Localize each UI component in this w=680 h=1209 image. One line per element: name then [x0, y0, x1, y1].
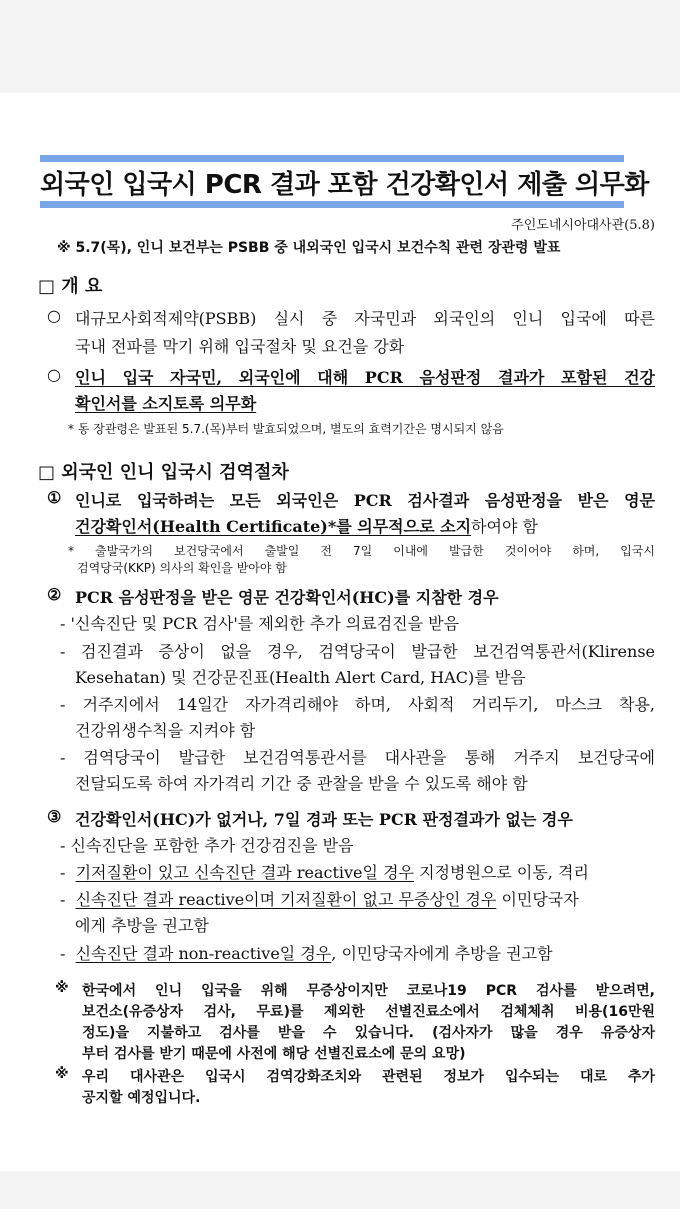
source-line: 주인도네시아대사관(5.8): [511, 218, 655, 233]
title-bar-bottom: [40, 201, 624, 208]
step3-heading: 건강확인서(HC)가 없거나, 7일 경과 또는 PCR 판정결과가 없는 경우: [75, 810, 573, 829]
step2-bullet2-line1: - 검진결과 증상이 없을 경우, 검역당국이 발급한 보건검역통관서(Klirense: [60, 642, 655, 661]
step2-bullet1: - '신속진단 및 PCR 검사'를 제외한 추가 의료검진을 받음: [60, 614, 460, 633]
footnote1-line2: 보건소(유증상자 검사, 무료)를 제외한 선별진료소에서 검체체취 비용(16만원: [82, 1004, 655, 1020]
footnote2-line2: 공지할 예정입니다.: [82, 1090, 201, 1106]
procedure-heading: □ 외국인 인니 입국시 검역절차: [38, 462, 289, 483]
footnote2-marker: ※: [55, 1066, 69, 1082]
step2-bullet2-line2: Kesehatan) 및 건강문진표(Health Alert Card, HAC)를 받음: [75, 668, 526, 687]
step3-bullet1: - 신속진단을 포함한 추가 건강검진을 받음: [60, 836, 354, 855]
step2-bullet3-line2: 건강위생수칙을 지켜야 함: [75, 721, 256, 740]
step1-line1: 인니로 입국하려는 모든 외국인은 PCR 검사결과 음성판정을 받은 영문: [75, 491, 655, 510]
step1-line2-rest: 하여야 함: [471, 517, 538, 536]
step3-bullet3-line2: 에게 추방을 권고함: [75, 916, 209, 935]
step1-note-line2: 검역당국(KKP) 의사의 확인을 받아야 함: [77, 561, 287, 575]
step3-bullet3-line1: - 신속진단 결과 reactive이며 기저질환이 없고 무증상인 경우 이민당국자: [60, 890, 579, 909]
step3-bullet4: - 신속진단 결과 non-reactive일 경우, 이민당국자에게 추방을 권고함: [60, 944, 553, 963]
step3-bullet2-emphasis: 기저질환이 있고 신속진단 결과 reactive일 경우: [75, 863, 414, 882]
overview-item2-line2: 확인서를 소지토록 의무화: [75, 394, 257, 413]
step2-bullet4-line1: - 검역당국이 발급한 보건검역통관서를 대사관을 통해 거주지 보건당국에: [60, 748, 655, 767]
step3-bullet4-emphasis: 신속진단 결과 non-reactive일 경우: [75, 944, 332, 963]
step3-marker: ③: [47, 807, 62, 826]
step2-marker: ②: [47, 585, 62, 604]
step3-bullet2: - 기저질환이 있고 신속진단 결과 reactive일 경우 지정병원으로 이동, 격리: [60, 863, 589, 882]
overview-item1-line2: 국내 전파를 막기 위해 입국절차 및 요건을 강화: [75, 337, 405, 356]
footnote1-line4: 부터 검사를 받기 때문에 사전에 해당 선별진료소에 문의 요망): [82, 1046, 466, 1062]
step1-marker: ①: [47, 488, 62, 507]
step2-bullet4-line2: 전달되도록 하여 자가격리 기간 중 관찰을 받을 수 있도록 해야 함: [75, 774, 528, 793]
footnote1-line1: 한국에서 인니 입국을 위해 무증상이지만 코로나19 PCR 검사를 받으려면,: [82, 983, 655, 999]
step2-heading: PCR 음성판정을 받은 영문 건강확인서(HC)를 지참한 경우: [75, 588, 499, 607]
overview-item2-marker: ○: [47, 365, 61, 384]
overview-item1-marker: ○: [47, 306, 61, 325]
overview-item2-line1: 인니 입국 자국민, 외국인에 대해 PCR 음성판정 결과가 포함된 건강: [75, 368, 655, 387]
overview-note: * 동 장관령은 발표된 5.7.(목)부터 발효되었으며, 별도의 효력기간은 명시되지 않음: [68, 422, 504, 436]
step3-bullet3-emphasis: 신속진단 결과 reactive이며 기저질환이 없고 무증상인 경우: [75, 890, 497, 909]
step2-bullet3-line1: - 거주지에서 14일간 자가격리해야 하며, 사회적 거리두기, 마스크 착용,: [60, 695, 655, 714]
document-title: 외국인 입국시 PCR 결과 포함 건강확인서 제출 의무화: [40, 170, 649, 200]
overview-heading: □ 개 요: [38, 276, 103, 297]
notice-line: ※ 5.7(목), 인니 보건부는 PSBB 중 내외국인 입국시 보건수칙 관련 장관령 발표: [57, 240, 561, 256]
step1-note-line1: * 출발국가의 보건당국에서 출발일 전 7일 이내에 발급한 것이어야 하며, 입국시: [68, 544, 655, 558]
title-bar-top: [40, 155, 624, 162]
footnote1-marker: ※: [55, 980, 69, 996]
step1-line2: [75, 514, 538, 537]
footnote1-line3: 정도)을 지불하고 검사를 받을 수 있습니다. (검사자가 많을 경우 유증상자: [82, 1025, 655, 1041]
footnote2-line1: 우리 대사관은 입국시 검역강화조치와 관련된 정보가 입수되는 대로 추가: [82, 1069, 655, 1085]
step1-line2-emphasis: 건강확인서(Health Certificate)*를 의무적으로 소지: [75, 517, 472, 536]
overview-item1-line1: 대규모사회적제약(PSBB) 실시 중 자국민과 외국인의 인니 입국에 따른: [75, 309, 655, 328]
